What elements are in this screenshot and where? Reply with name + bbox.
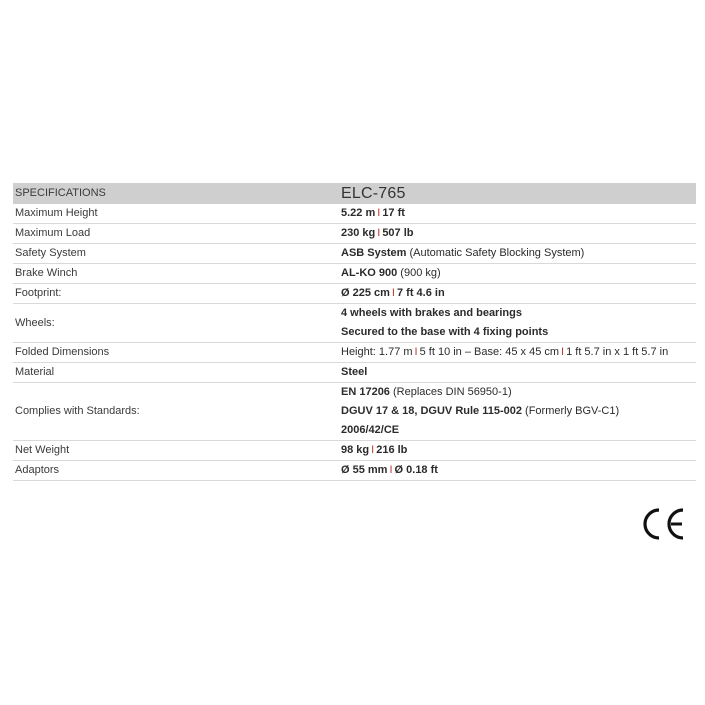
value-text: Steel <box>341 366 368 378</box>
value-separator: I <box>377 207 381 219</box>
spec-label: Complies with Standards: <box>13 383 339 441</box>
spec-value <box>339 304 696 343</box>
spec-value-line <box>341 224 696 243</box>
spec-value-line <box>341 383 696 402</box>
table-row <box>13 461 696 481</box>
table-row <box>13 264 696 284</box>
spec-value-line <box>341 343 696 362</box>
table-row <box>13 383 696 441</box>
value-text: 1 ft 5.7 in x 1 ft 5.7 in <box>566 346 669 358</box>
value-separator: I <box>391 287 395 299</box>
spec-value <box>339 461 696 481</box>
value-text: 98 kg <box>341 444 370 456</box>
spec-label: Net Weight <box>13 441 339 461</box>
spec-value <box>339 383 696 441</box>
value-text: (900 kg) <box>397 267 441 279</box>
value-text: 507 lb <box>382 227 414 239</box>
value-text: DGUV 17 & 18, DGUV Rule 115-002 <box>341 405 522 417</box>
table-row <box>13 204 696 224</box>
value-text: (Automatic Safety Blocking System) <box>406 247 585 259</box>
spec-value-line <box>341 402 696 421</box>
table-header-row <box>13 183 696 204</box>
value-text: Ø 0.18 ft <box>394 464 438 476</box>
specifications-table <box>13 183 696 481</box>
table-row <box>13 224 696 244</box>
spec-value-line <box>341 441 696 460</box>
table-row <box>13 343 696 363</box>
spec-value <box>339 343 696 363</box>
value-text: (Formerly BGV-C1) <box>521 405 620 417</box>
value-text: 216 lb <box>376 444 408 456</box>
value-text: 5 ft 10 in <box>419 346 462 358</box>
spec-value-line <box>341 264 696 283</box>
value-text: ASB System <box>341 247 407 259</box>
value-text: AL-KO 900 <box>341 267 398 279</box>
spec-label: Safety System <box>13 244 339 264</box>
spec-label: Brake Winch <box>13 264 339 284</box>
spec-value <box>339 244 696 264</box>
model-name: ELC-765 <box>339 183 696 204</box>
spec-label: Maximum Height <box>13 204 339 224</box>
value-text: 4 wheels with brakes and bearings <box>341 307 522 319</box>
value-text: 230 kg <box>341 227 376 239</box>
value-text: – Base: 45 x 45 cm <box>461 346 560 358</box>
spec-value-line <box>341 363 696 382</box>
value-separator: I <box>561 346 565 358</box>
table-row <box>13 304 696 343</box>
value-text: 17 ft <box>382 207 405 219</box>
spec-value <box>339 264 696 284</box>
specifications-header-label: SPECIFICATIONS <box>13 183 339 204</box>
spec-value-line <box>341 323 696 342</box>
spec-label: Wheels: <box>13 304 339 343</box>
value-text: EN 17206 <box>341 386 390 398</box>
value-text: 5.22 m <box>341 207 376 219</box>
spec-value-line <box>341 244 696 263</box>
spec-value-line <box>341 304 696 323</box>
value-separator: I <box>414 346 418 358</box>
value-text: (Replaces DIN 56950-1) <box>389 386 512 398</box>
spec-value-line <box>341 204 696 223</box>
value-text: Secured to the base with 4 fixing points <box>341 326 549 338</box>
spec-label: Folded Dimensions <box>13 343 339 363</box>
value-text: 2006/42/CE <box>341 424 400 436</box>
spec-value <box>339 204 696 224</box>
spec-value-line <box>341 421 696 440</box>
spec-label: Footprint: <box>13 284 339 304</box>
table-row <box>13 244 696 264</box>
value-separator: I <box>371 444 375 456</box>
spec-value <box>339 441 696 461</box>
value-text: Height: 1.77 m <box>341 346 413 358</box>
value-separator: I <box>377 227 381 239</box>
spec-value-line <box>341 284 696 303</box>
table-row <box>13 441 696 461</box>
value-text: Ø 225 cm <box>341 287 390 299</box>
spec-value-line <box>341 461 696 480</box>
table-row <box>13 363 696 383</box>
spec-label: Maximum Load <box>13 224 339 244</box>
spec-value <box>339 363 696 383</box>
value-separator: I <box>389 464 393 476</box>
spec-value <box>339 224 696 244</box>
table-row <box>13 284 696 304</box>
spec-label: Material <box>13 363 339 383</box>
spec-label: Adaptors <box>13 461 339 481</box>
value-text: 7 ft 4.6 in <box>396 287 445 299</box>
spec-value <box>339 284 696 304</box>
ce-mark-icon <box>640 505 686 543</box>
value-text: Ø 55 mm <box>341 464 388 476</box>
